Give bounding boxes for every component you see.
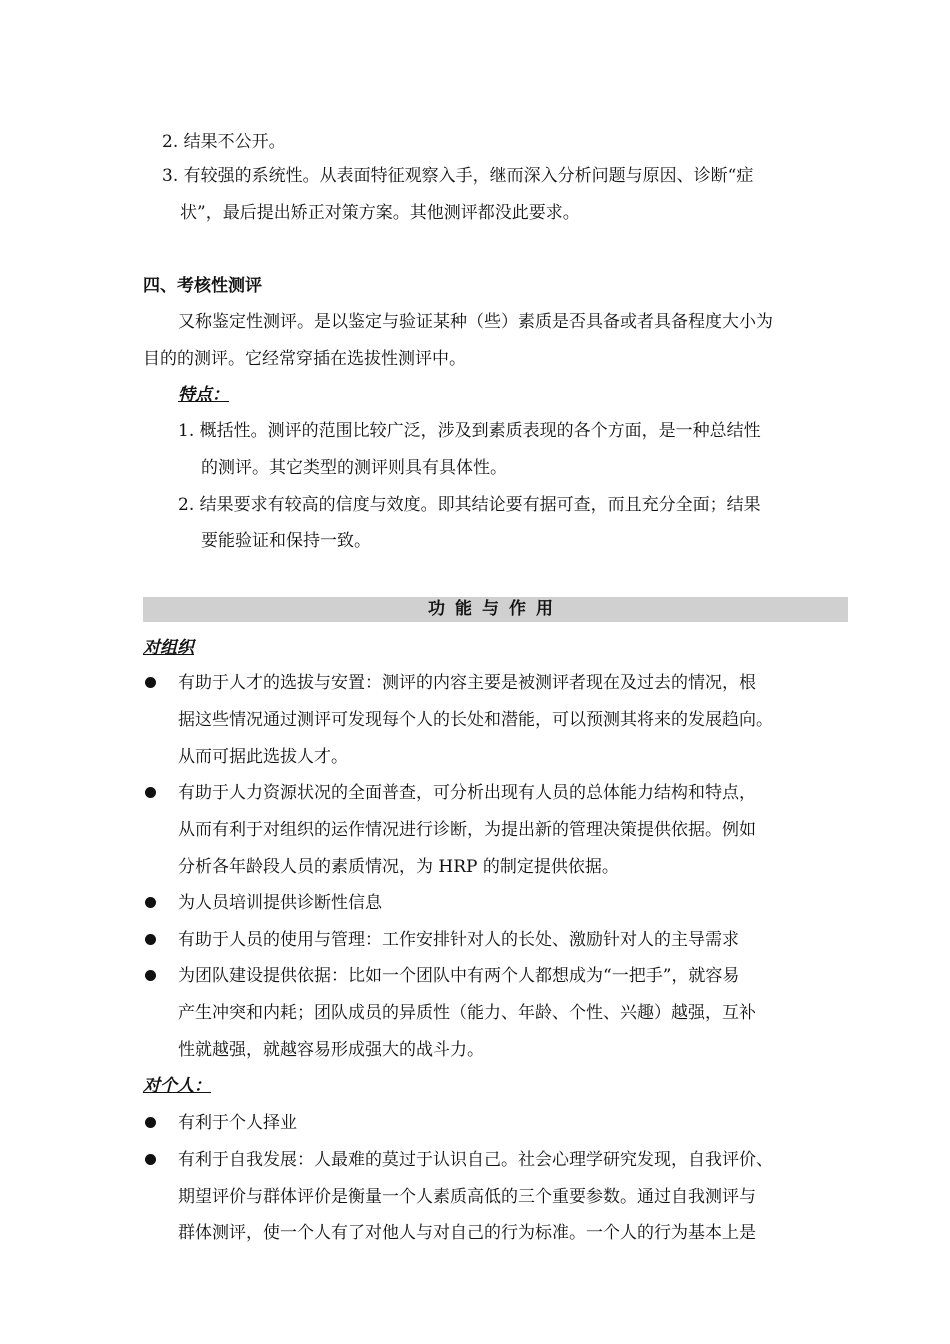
org-bullet-5: 为团队建设提供依据：比如一个团队中有两个人都想成为“一把手”，就容易 <box>178 966 740 986</box>
bullet-icon <box>145 1154 156 1165</box>
subsection-label-organization: 对组织 <box>143 638 194 658</box>
list-item-systematic-cont: 状”，最后提出矫正对策方案。其他测评都没此要求。 <box>180 203 580 223</box>
section-heading-assessment: 四、考核性测评 <box>143 276 262 296</box>
features-label: 特点： <box>178 385 229 405</box>
section-title-bar: 功能与作用 <box>143 597 848 622</box>
bullet-icon <box>145 897 156 908</box>
list-item-result-private: 2. 结果不公开。 <box>162 132 286 152</box>
indiv-bullet-2: 有利于自我发展：人最难的莫过于认识自己。社会心理学研究发现，自我评价、 <box>178 1150 773 1170</box>
indiv-bullet-1: 有利于个人择业 <box>178 1113 297 1133</box>
bullet-icon <box>145 934 156 945</box>
org-bullet-2-cont: 从而有利于对组织的运作情况进行诊断，为提出新的管理决策提供依据。例如 <box>178 820 756 840</box>
org-bullet-2-cont2: 分析各年龄段人员的素质情况，为 HRP 的制定提供依据。 <box>178 857 619 877</box>
indiv-bullet-2-cont: 期望评价与群体评价是衡量一个人素质高低的三个重要参数。通过自我测评与 <box>178 1187 756 1207</box>
feature-item-1-cont: 的测评。其它类型的测评则具有具体性。 <box>201 458 507 478</box>
indiv-bullet-2-cont2: 群体测评，使一个人有了对他人与对自己的行为标准。一个人的行为基本上是 <box>178 1223 756 1243</box>
org-bullet-1: 有助于人才的选拔与安置：测评的内容主要是被测评者现在及过去的情况，根 <box>178 673 756 693</box>
paragraph-intro-cont: 目的的测评。它经常穿插在选拔性测评中。 <box>143 349 466 369</box>
org-bullet-4: 有助于人员的使用与管理：工作安排针对人的长处、激励针对人的主导需求 <box>178 930 739 950</box>
feature-item-2-cont: 要能验证和保持一致。 <box>201 531 371 551</box>
org-bullet-1-cont2: 从而可据此选拔人才。 <box>178 747 348 767</box>
bullet-icon <box>145 970 156 981</box>
bullet-icon <box>145 677 156 688</box>
feature-item-1: 1. 概括性。测评的范围比较广泛，涉及到素质表现的各个方面，是一种总结性 <box>178 421 761 441</box>
paragraph-intro: 又称鉴定性测评。是以鉴定与验证某种（些）素质是否具备或者具备程度大小为 <box>178 312 773 332</box>
list-item-systematic: 3. 有较强的系统性。从表面特征观察入手，继而深入分析问题与原因、诊断“症 <box>162 166 754 186</box>
org-bullet-1-cont: 据这些情况通过测评可发现每个人的长处和潜能，可以预测其将来的发展趋向。 <box>178 710 773 730</box>
feature-item-2: 2. 结果要求有较高的信度与效度。即其结论要有据可查，而且充分全面；结果 <box>178 495 761 515</box>
org-bullet-5-cont2: 性就越强，就越容易形成强大的战斗力。 <box>178 1040 484 1060</box>
bullet-icon <box>145 1117 156 1128</box>
org-bullet-3: 为人员培训提供诊断性信息 <box>178 893 382 913</box>
bullet-icon <box>145 787 156 798</box>
org-bullet-2: 有助于人力资源状况的全面普查，可分析出现有人员的总体能力结构和特点， <box>178 783 756 803</box>
org-bullet-5-cont: 产生冲突和内耗；团队成员的异质性（能力、年龄、个性、兴趣）越强，互补 <box>178 1003 756 1023</box>
subsection-label-individual: 对个人： <box>143 1076 211 1096</box>
